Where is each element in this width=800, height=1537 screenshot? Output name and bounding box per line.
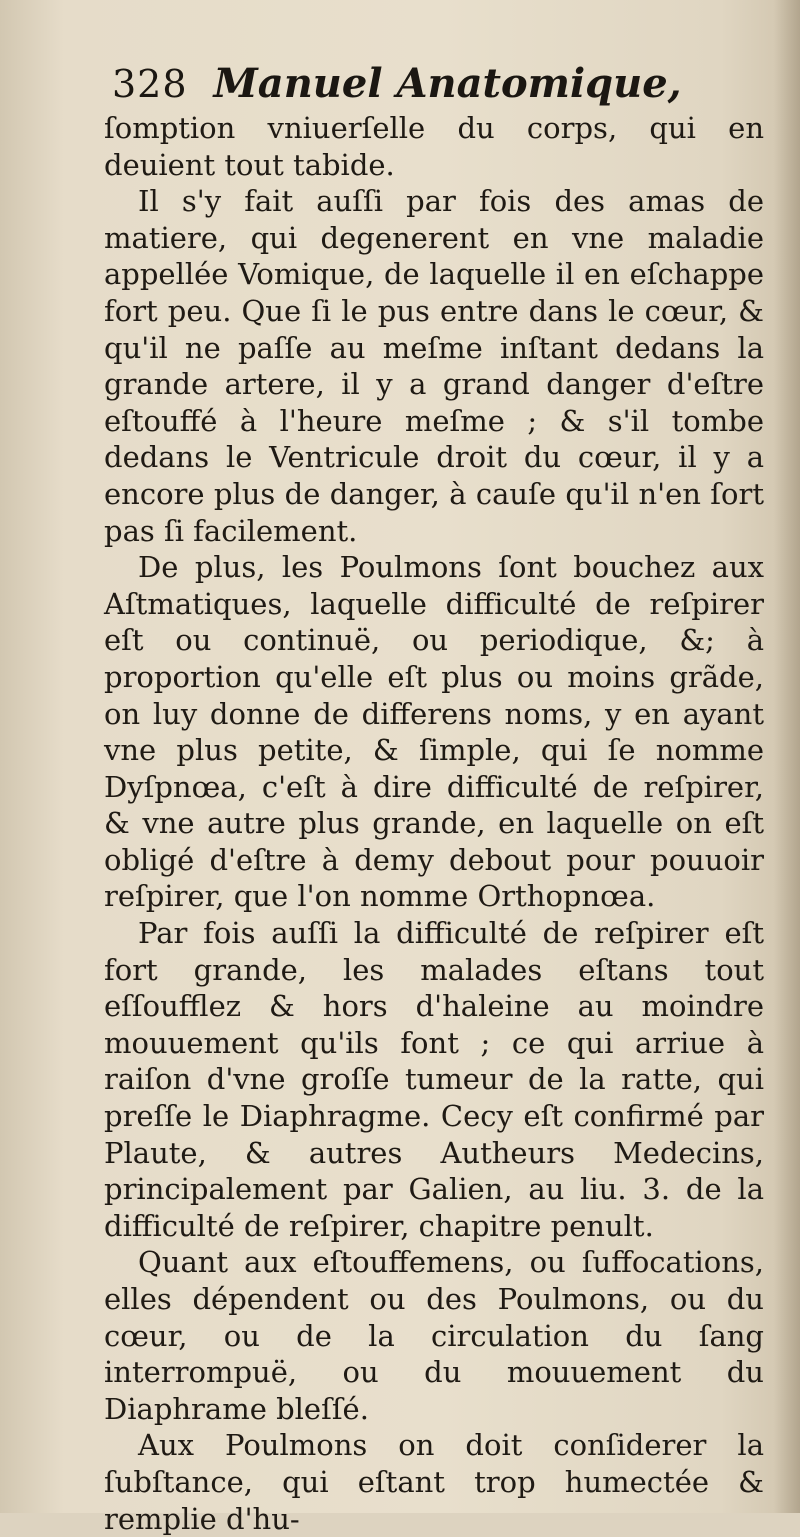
paragraph: ſomption vniuerſelle du corps, qui en deuient tout tabide. [104, 111, 764, 182]
running-title: Manuel Anatomique, [213, 60, 682, 107]
paragraph: Par fois auſſi la difficulté de reſpirer eſt fort grande, les malades eſtans tout eſſoufflez & hors d'haleine au moindre mouuement qu'ils font ; ce qui arriue à raiſon d'vne groſſe tumeur de la ratte, qui preſſe le Diaphragme. Cecy eſt confirmé par Plaute, & autres Autheurs Medecins, principalement par Galien, au liu. 3. de la difficulté de reſpirer, chapitre penult. [104, 916, 764, 1243]
paragraph: Il s'y fait auſſi par fois des amas de matiere, qui degenerent en vne maladie appellée Vomique, de laquelle il en eſchappe fort peu. Que ſi le pus entre dans le cœur, & qu'il ne paſſe au meſme inſtant dedans la grande artere, il y a grand danger d'eſtre eſtouffé à l'heure meſme ; & s'il tombe dedans le Ventricule droit du cœur, il y a encore plus de danger, à cauſe qu'il n'en ſort pas ſi facilement. [104, 184, 764, 548]
body-text [104, 110, 764, 1537]
paragraph: Quant aux eſtouffemens, ou ſuffocations, elles dépendent ou des Poulmons, ou du cœur, ou de la circulation du ſang interrompuë, ou du mouuement du Diaphrame bleſſé. [104, 1245, 764, 1426]
page-number: 328 [112, 62, 188, 106]
paragraph: Aux Poulmons on doit conſiderer la ſubſtance, qui eſtant trop humectée & remplie d'hu- [104, 1428, 764, 1536]
running-head [112, 60, 682, 108]
paragraph: De plus, les Poulmons ſont bouchez aux Aſtmatiques, laquelle difficulté de reſpirer eſt ou continuë, ou periodique, &; à proportion qu'elle eſt plus ou moins grãde, on luy donne de differens noms, y en ayant vne plus petite, & ſimple, qui ſe nomme Dyſpnœa, c'eſt à dire difficulté de reſpirer, & vne autre plus grande, en laquelle on eſt obligé d'eſtre à demy debout pour pouuoir reſpirer, que l'on nomme Orthopnœa. [104, 550, 764, 914]
